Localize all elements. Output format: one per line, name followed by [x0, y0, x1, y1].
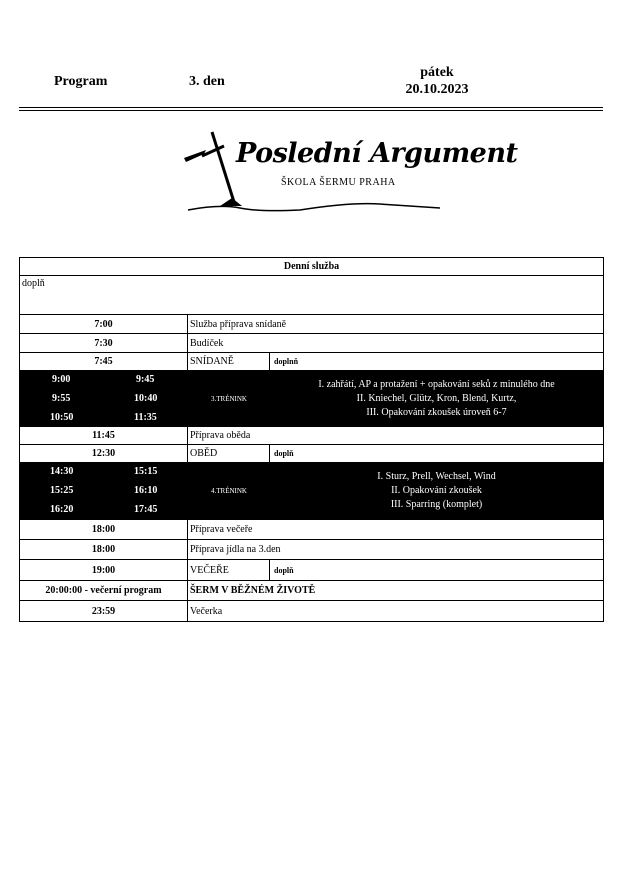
activity-cell: VEČEŘE — [188, 560, 270, 580]
time-cell: 7:00 — [20, 315, 188, 333]
table-row — [19, 520, 604, 540]
duty-note-row — [19, 276, 604, 315]
training-label: 3.TRÉNINK — [211, 394, 247, 403]
duty-title: Denní služba — [283, 261, 340, 272]
duty-header-row — [19, 257, 604, 276]
activity-cell: ŠERM V BĚŽNÉM ŽIVOTĚ — [190, 585, 316, 596]
time-cell: 7:45 — [20, 353, 188, 370]
time-cell: 19:00 — [20, 560, 188, 580]
table-row — [19, 601, 604, 622]
note-cell: doplň — [274, 449, 294, 458]
activity-cell: Budíček — [190, 337, 224, 349]
time-cell: 23:59 — [20, 601, 188, 621]
training-line: II. Kniechel, Glütz, Kron, Blend, Kurtz, — [356, 392, 517, 404]
end-time: 17:45 — [134, 504, 158, 515]
schedule-table — [19, 257, 604, 622]
table-row — [19, 334, 604, 353]
time-cell: 7:30 — [20, 334, 188, 352]
activity-cell: Příprava oběda — [190, 430, 251, 441]
date-block — [392, 64, 482, 98]
program-label: Program — [54, 74, 108, 89]
table-row — [19, 315, 604, 334]
training-label: 4.TRÉNINK — [211, 487, 247, 495]
activity-cell: Služba příprava snídaně — [190, 318, 287, 330]
day-label: 3. den — [189, 74, 225, 89]
training-row — [19, 463, 604, 520]
header-rule — [19, 107, 603, 108]
duty-note: doplň — [22, 278, 45, 289]
activity-cell: Příprava jídla na 3.den — [190, 544, 281, 555]
time-cell: 12:30 — [20, 445, 188, 462]
time-cell: 20:00:00 - večerní program — [20, 581, 188, 600]
training-line: I. zahřátí, AP a protažení + opakování seků z minulého dne — [318, 378, 555, 390]
page-header — [0, 0, 626, 110]
logo — [180, 126, 518, 218]
activity-cell: OBĚD — [188, 445, 270, 462]
training-line: III. Sparring (komplet) — [390, 499, 483, 510]
table-row — [19, 540, 604, 560]
logo-subtitle: ŠKOLA ŠERMU PRAHA — [281, 177, 396, 188]
weekday: pátek — [420, 65, 454, 80]
header-rule — [19, 110, 603, 111]
time-cell: 18:00 — [20, 520, 188, 539]
activity-cell: SNÍDANĚ — [188, 353, 270, 370]
note-cell: doplň — [274, 565, 294, 575]
note-cell: doplnň — [274, 357, 299, 366]
table-row — [19, 445, 604, 463]
start-time: 10:50 — [50, 412, 74, 423]
table-row — [19, 353, 604, 371]
end-time: 16:10 — [134, 485, 158, 496]
date: 20.10.2023 — [405, 82, 469, 97]
table-row — [19, 560, 604, 581]
logo-title: Poslední Argument — [236, 138, 518, 169]
end-time: 9:45 — [136, 374, 155, 385]
end-time: 15:15 — [134, 466, 158, 477]
start-time: 14:30 — [50, 466, 74, 477]
start-time: 9:55 — [52, 393, 71, 404]
end-time: 10:40 — [134, 393, 158, 404]
training-line: II. Opakování zkoušek — [391, 485, 482, 496]
activity-cell: Večerka — [190, 605, 223, 617]
time-cell: 18:00 — [20, 540, 188, 559]
table-row — [19, 581, 604, 601]
time-cell: 11:45 — [20, 427, 188, 444]
activity-cell: Příprava večeře — [190, 524, 253, 535]
start-time: 9:00 — [52, 374, 71, 385]
training-description — [270, 463, 603, 519]
start-time: 16:20 — [50, 504, 74, 515]
start-time: 15:25 — [50, 485, 74, 496]
training-line: III. Opakování zkoušek úroveň 6-7 — [366, 406, 507, 418]
training-line: I. Sturz, Prell, Wechsel, Wind — [377, 471, 496, 482]
training-row — [19, 371, 604, 427]
training-times — [20, 371, 188, 426]
end-time: 11:35 — [134, 412, 157, 423]
training-description — [270, 371, 603, 426]
training-times — [20, 463, 188, 519]
table-row — [19, 427, 604, 445]
